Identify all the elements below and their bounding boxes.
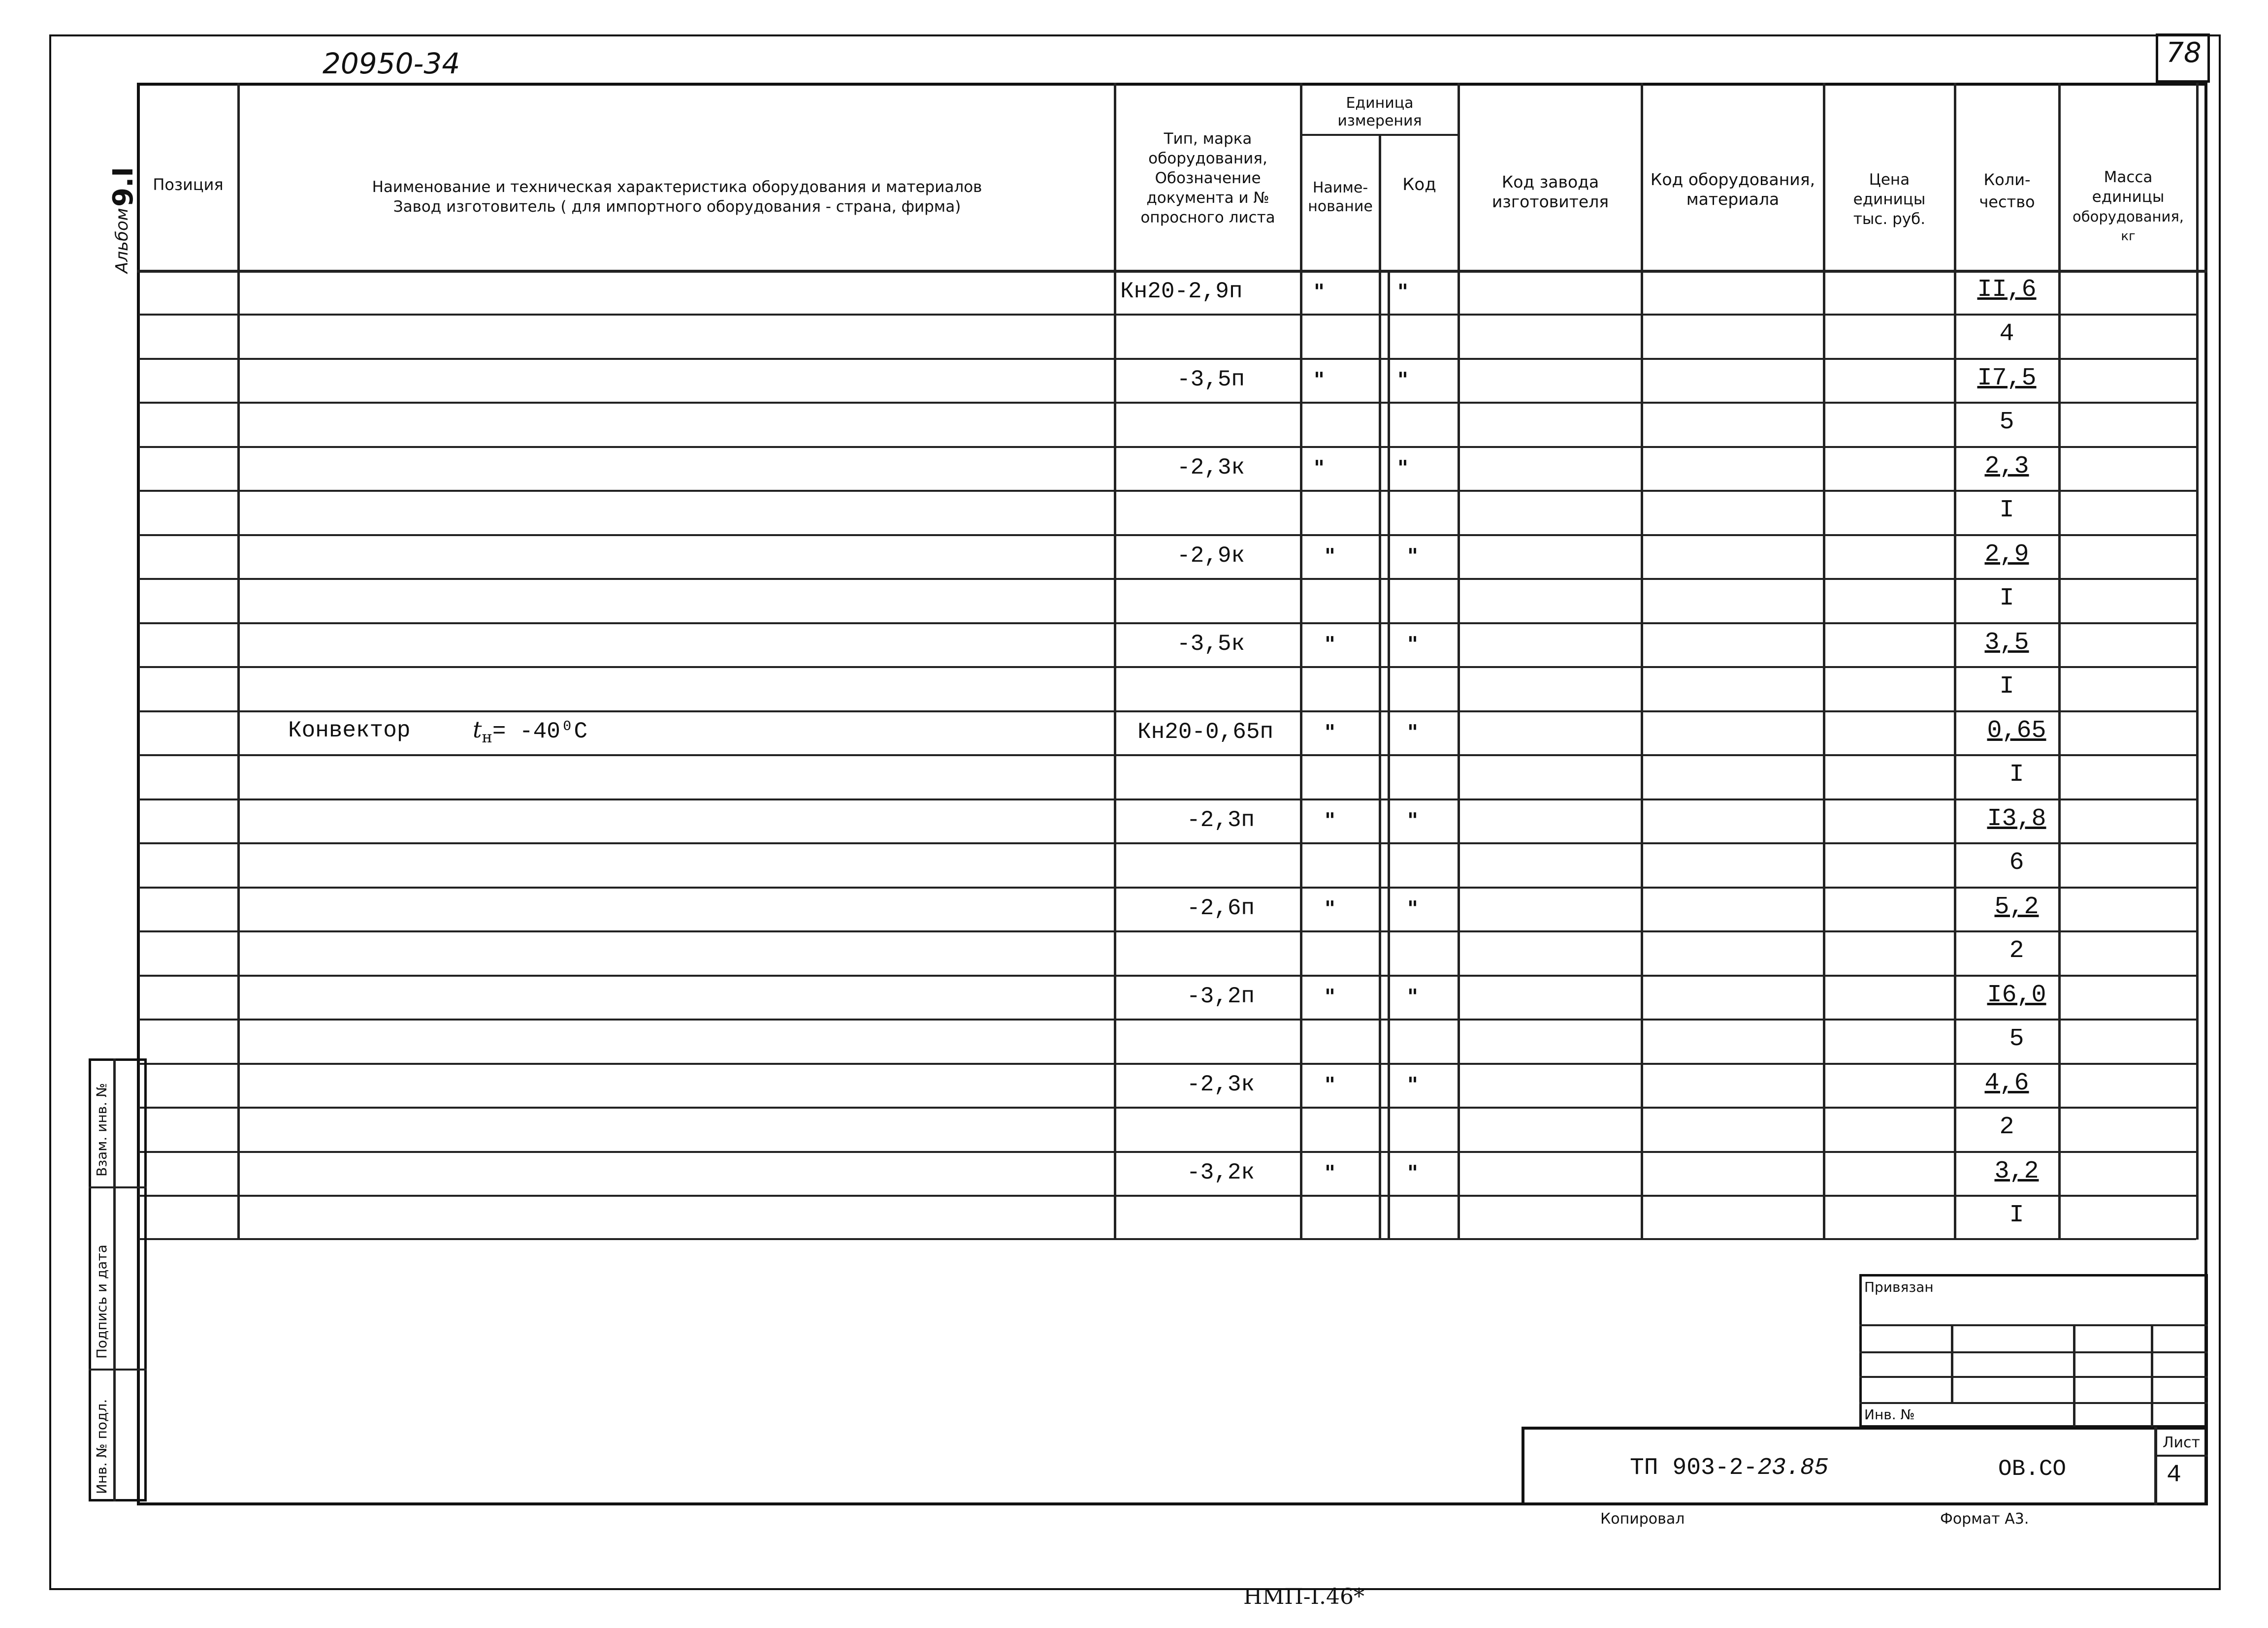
type-cell: -3,2п — [1187, 984, 1255, 1009]
unit-cell: " — [1314, 280, 1325, 304]
side-strip-sep-1 — [89, 1186, 147, 1188]
col-line-7 — [1641, 83, 1643, 1240]
unit-cell: " — [1314, 456, 1325, 480]
quantity-cell-2: I — [1999, 584, 2014, 612]
quantity-cell-2: 5 — [2009, 1025, 2024, 1053]
unit-cell: " — [1325, 808, 1335, 832]
stamp-linked-box — [1859, 1274, 2208, 1428]
code-cell: " — [1407, 1161, 1418, 1185]
side-strip-divider — [113, 1058, 116, 1501]
code-cell: " — [1407, 1073, 1418, 1097]
col-line-8 — [1823, 83, 1825, 1240]
quantity-cell: 4,6 — [1984, 1069, 2029, 1097]
unit-cell: " — [1325, 1073, 1335, 1097]
quantity-cell-2: I — [1999, 672, 2014, 701]
type-cell: -2,3к — [1177, 455, 1245, 480]
doc-number: 20950-34 — [323, 47, 460, 80]
quantity-cell-2: I — [1999, 496, 2014, 524]
stamp-sheet-value: 4 — [2167, 1461, 2182, 1489]
page-number: 78 — [2166, 37, 2202, 69]
col-line-11 — [2196, 83, 2199, 1240]
type-cell: -3,2к — [1187, 1160, 1255, 1185]
quantity-cell-2: 4 — [1999, 320, 2014, 348]
stamp-sheet-label: Лист — [2163, 1434, 2201, 1451]
code-cell: " — [1407, 720, 1418, 744]
quantity-cell: II,6 — [1977, 276, 2037, 304]
quantity-cell: I7,5 — [1977, 364, 2037, 392]
col-line-2 — [1114, 83, 1116, 1240]
unit-cell: " — [1314, 368, 1325, 392]
code-cell: " — [1407, 632, 1418, 656]
col-line-9 — [1954, 83, 1956, 1240]
quantity-cell-2: I — [2009, 1201, 2024, 1229]
quantity-cell: 2,9 — [1984, 541, 2029, 569]
type-cell: Кн20-0,65п — [1137, 719, 1274, 745]
quantity-cell: 3,5 — [1984, 629, 2029, 657]
col-line-4 — [1379, 134, 1381, 1240]
quantity-cell: 5,2 — [1994, 893, 2039, 921]
quantity-cell: I6,0 — [1987, 981, 2046, 1009]
type-cell: Кн20-2,9п — [1120, 279, 1243, 304]
header-bottom-line — [137, 270, 2207, 273]
quantity-cell: 0,65 — [1987, 717, 2046, 745]
type-cell: -3,5к — [1177, 631, 1245, 657]
header-name-line1: Наименование и техническая характеристика оборудования и материалов — [372, 178, 982, 196]
side-label-inv-orig: Инв. № подл. — [94, 1399, 110, 1494]
quantity-cell-2: 6 — [2009, 849, 2024, 877]
code-cell: " — [1397, 456, 1408, 480]
type-cell: -2,3п — [1187, 807, 1255, 833]
quantity-cell-2: I — [2009, 761, 2024, 789]
side-label-replaced: Взам. инв. № — [94, 1083, 110, 1177]
quantity-cell-2: 2 — [1999, 1113, 2014, 1141]
code-cell: " — [1407, 544, 1418, 568]
type-cell: -2,3к — [1187, 1072, 1255, 1097]
unit-cell: " — [1325, 720, 1335, 744]
stamp-inv-label: Инв. № — [1864, 1406, 1915, 1423]
stamp-linked-label: Привязан — [1864, 1279, 1934, 1295]
temperature-label: $t_н= -40^0C$ — [473, 716, 588, 747]
code-cell: " — [1397, 280, 1408, 304]
col-line-3 — [1300, 83, 1302, 1240]
name-cell: Конвектор — [288, 718, 411, 743]
type-cell: -2,9к — [1177, 543, 1245, 569]
unit-cell: " — [1325, 1161, 1335, 1185]
type-cell: -3,5п — [1177, 367, 1245, 392]
code-cell: " — [1407, 985, 1418, 1009]
stamp-sheet-divider — [2154, 1427, 2157, 1505]
unit-cell: " — [1325, 544, 1335, 568]
col-line-6 — [1458, 83, 1460, 1240]
unit-cell: " — [1325, 985, 1335, 1009]
code-cell: " — [1407, 896, 1418, 921]
quantity-cell-2: 2 — [2009, 937, 2024, 965]
stamp-section: ОВ.СО — [1998, 1456, 2067, 1482]
header-name-line2: Завод изготовитель ( для импортного оборудования - страна, фирма) — [393, 198, 961, 216]
type-cell: -2,6п — [1187, 895, 1255, 921]
quantity-cell: 3,2 — [1994, 1157, 2039, 1185]
code-cell: " — [1397, 368, 1408, 392]
quantity-cell: 2,3 — [1984, 452, 2029, 480]
album-number: 9.I — [107, 166, 139, 207]
album-label: Альбом — [112, 208, 132, 273]
quantity-cell-2: 5 — [1999, 408, 2014, 436]
col-line-1 — [237, 83, 240, 1240]
unit-cell: " — [1325, 632, 1335, 656]
side-label-signature: Подпись и дата — [94, 1245, 110, 1359]
col-line-10 — [2058, 83, 2061, 1240]
header-unit-code: Код — [1402, 175, 1436, 194]
stamp-sheet-line — [2154, 1455, 2208, 1457]
side-strip-sep-2 — [89, 1369, 147, 1371]
footer-copied: Копировал — [1600, 1510, 1685, 1528]
header-position: Позиция — [153, 175, 224, 194]
stamp-main-box — [1522, 1427, 2208, 1505]
code-cell: " — [1407, 808, 1418, 832]
unit-cell: " — [1325, 896, 1335, 921]
bottom-code: НМП-I.46* — [1243, 1584, 1365, 1609]
quantity-cell: I3,8 — [1987, 805, 2046, 833]
footer-format: Формат А3. — [1940, 1510, 2029, 1528]
stamp-designation: ТП 903-2-23.85 — [1630, 1455, 1829, 1481]
